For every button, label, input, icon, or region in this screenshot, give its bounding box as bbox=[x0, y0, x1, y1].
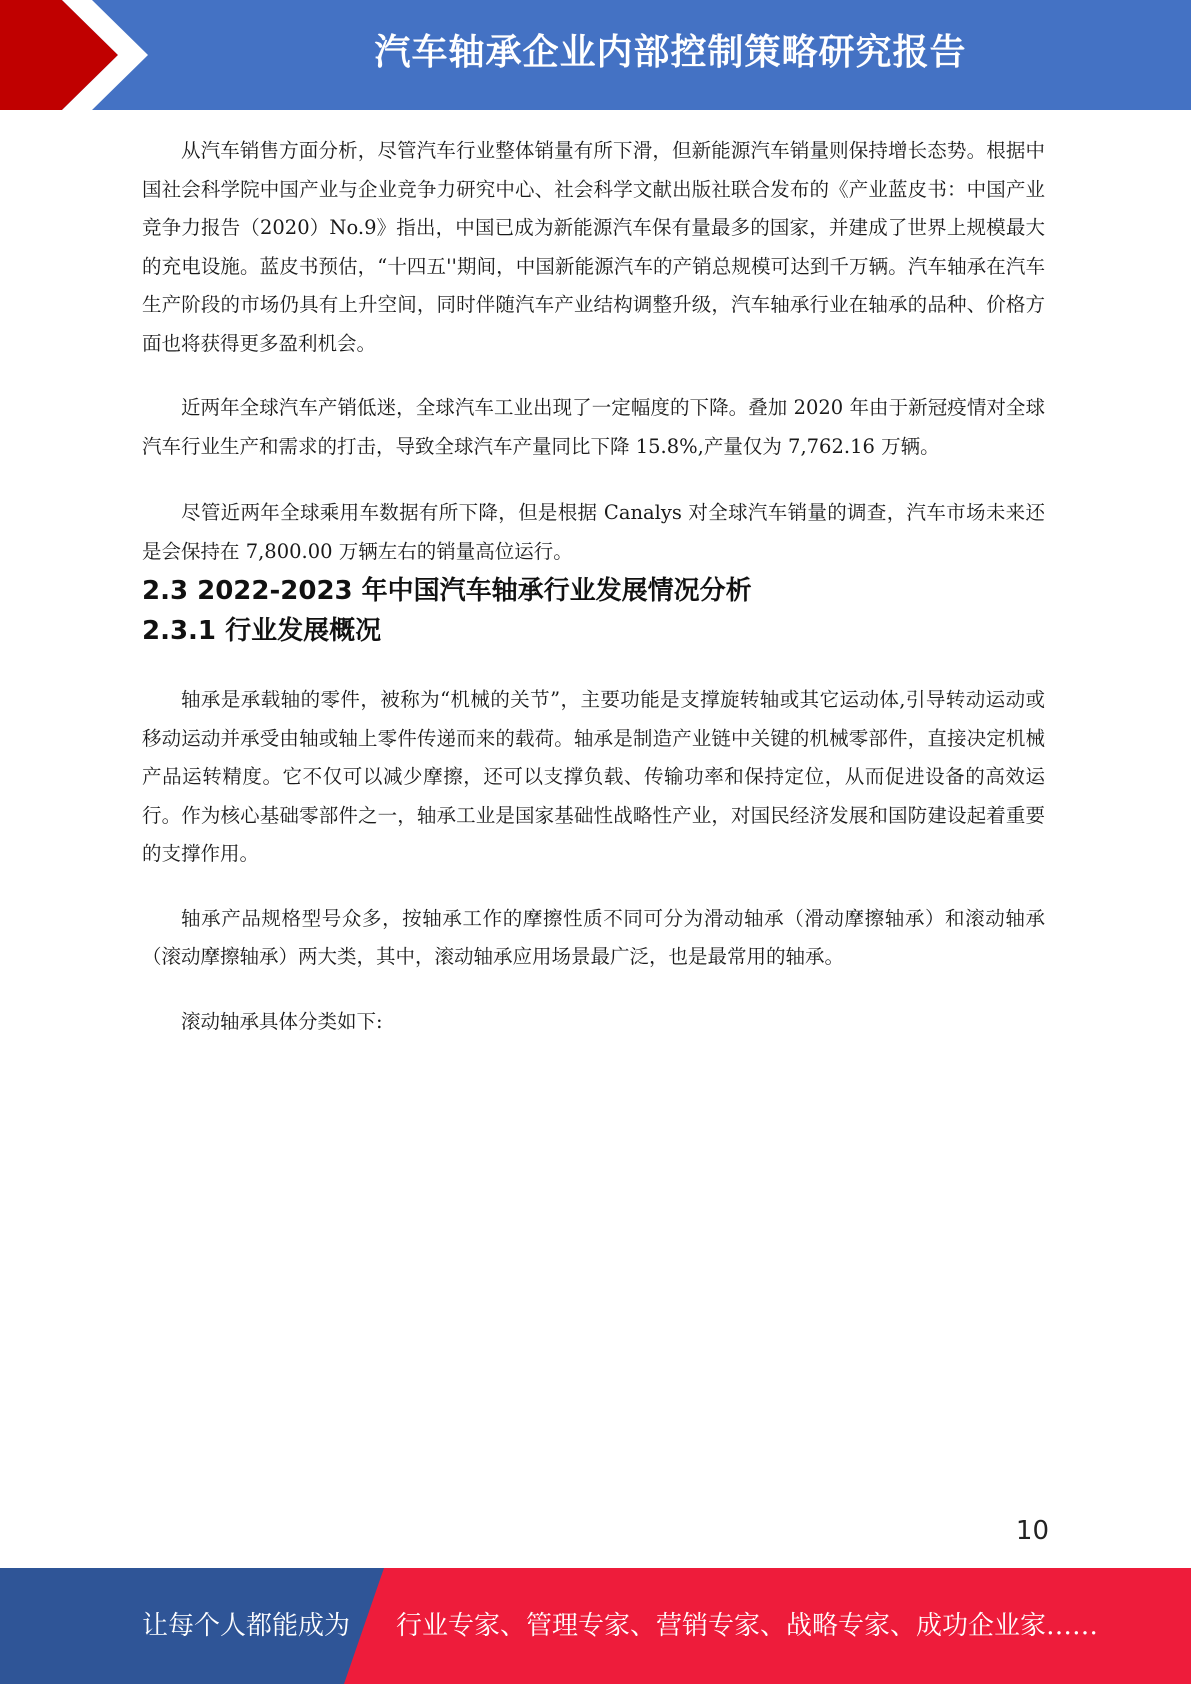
body-paragraph: 轴承是承载轴的零件，被称为“机械的关节”，主要功能是支撑旋转轴或其它运动体,引导转动运动或移动运动并承受由轴或轴上零件传递而来的载荷。轴承是制造产业链中关键的机械零部件，直接决定机械产品运转精度。它不仅可以减少摩擦，还可以支撑负载、传输功率和保持定位，从而促进设备的高效运行。作为核心基础零部件之一，轴承工业是国家基础性战略性产业，对国民经济发展和国防建设起着重要的支撑作用。 bbox=[142, 688, 1045, 865]
body-paragraph: 尽管近两年全球乘用车数据有所下降，但是根据 Canalys 对全球汽车销量的调查，汽车市场未来还是会保持在 7,800.00 万辆左右的销量高位运行。 bbox=[142, 501, 1045, 563]
body-paragraph: 滚动轴承具体分类如下: bbox=[181, 1009, 383, 1033]
footer-slogan-right: 行业专家、管理专家、营销专家、战略专家、成功企业家…… bbox=[396, 1611, 1099, 1641]
page-header bbox=[0, 0, 1191, 110]
header-chevron-decoration bbox=[0, 0, 160, 110]
section-heading: 2.3 2022-2023 年中国汽车轴承行业发展情况分析 bbox=[142, 576, 752, 606]
subsection-heading: 2.3.1 行业发展概况 bbox=[142, 616, 382, 646]
page-number: 10 bbox=[1015, 1516, 1049, 1546]
page-footer bbox=[0, 1568, 1191, 1684]
report-title: 汽车轴承企业内部控制策略研究报告 bbox=[374, 32, 967, 73]
footer-slogan-left: 让每个人都能成为 bbox=[142, 1611, 351, 1641]
body-paragraph: 近两年全球汽车产销低迷，全球汽车工业出现了一定幅度的下降。叠加 2020 年由于新冠疫情对全球汽车行业生产和需求的打击，导致全球汽车产量同比下降 15.8%,产量仅为 7,762.16 万辆。 bbox=[142, 396, 1045, 458]
body-paragraph: 从汽车销售方面分析，尽管汽车行业整体销量有所下滑，但新能源汽车销量则保持增长态势。根据中国社会科学院中国产业与企业竞争力研究中心、社会科学文献出版社联合发布的《产业蓝皮书：中国产业竞争力报告（2020）No.9》指出，中国已成为新能源汽车保有量最多的国家，并建成了世界上规模最大的充电设施。蓝皮书预估，“十四五''期间，中国新能源汽车的产销总规模可达到千万辆。汽车轴承在汽车生产阶段的市场仍具有上升空间，同时伴随汽车产业结构调整升级，汽车轴承行业在轴承的品种、价格方面也将获得更多盈利机会。 bbox=[142, 139, 1045, 355]
body-paragraph: 轴承产品规格型号众多，按轴承工作的摩擦性质不同可分为滑动轴承（滑动摩擦轴承）和滚动轴承（滚动摩擦轴承）两大类，其中，滚动轴承应用场景最广泛，也是最常用的轴承。 bbox=[142, 906, 1045, 968]
main-content bbox=[142, 132, 1045, 1041]
